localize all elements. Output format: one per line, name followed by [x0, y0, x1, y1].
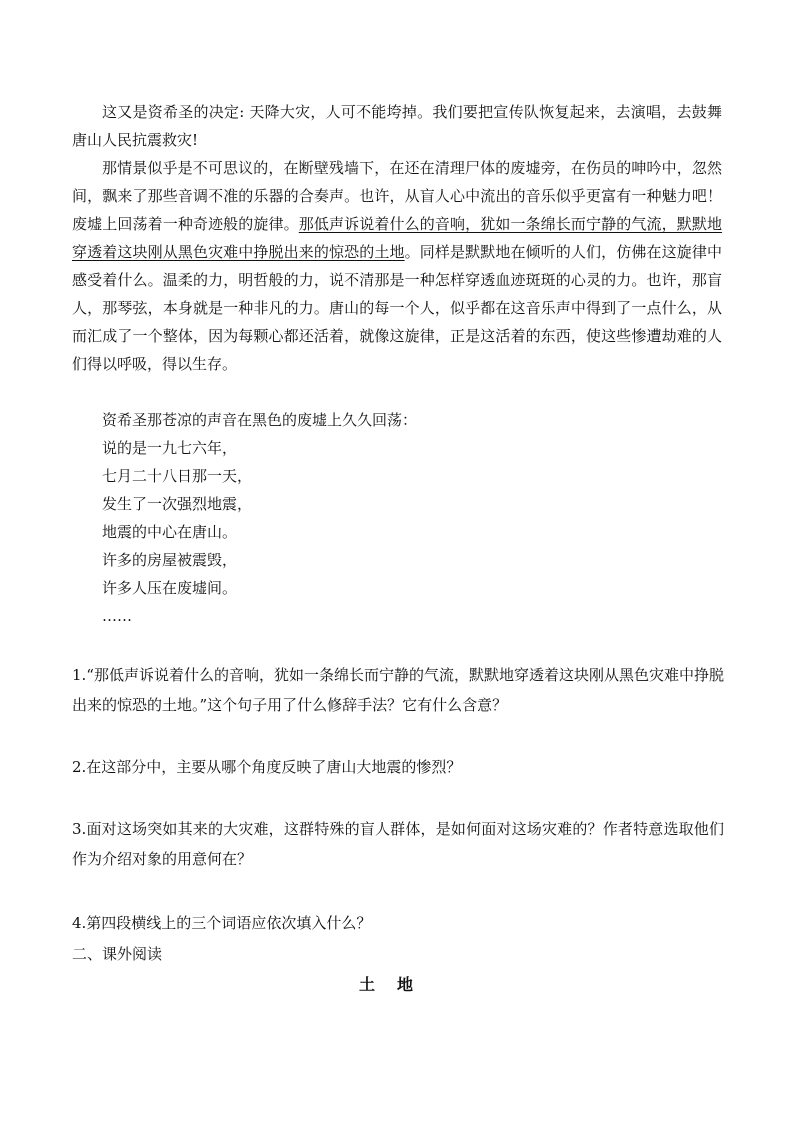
paragraph-2 — [72, 154, 722, 378]
question-4: 4.第四段横线上的三个词语应依次填入什么？ — [72, 914, 372, 932]
verse-ellipsis: …… — [102, 607, 132, 625]
verse-line: 许多人压在废墟间。 — [102, 579, 238, 597]
verse-line: 许多的房屋被震毁， — [102, 551, 238, 569]
verse-line: 说的是一九七六年， — [102, 439, 238, 457]
underlined-sentence: 那低声诉说着什么的音响，犹如一条绵长而宁静的气流，默默地穿透着这块刚从黑色灾难中挣脱出来的惊恐的土地 — [72, 215, 722, 261]
verse-line: 发生了一次强烈地震， — [102, 495, 253, 513]
paragraph-3: 资希圣那苍凉的声音在黑色的废墟上久久回荡： — [102, 411, 418, 429]
question-3: 3.面对这场突如其来的大灾难，这群特殊的盲人群体，是如何面对这场灾难的？作者特意选取他们作为介绍对象的用意何在？ — [72, 820, 724, 868]
question-1: 1.“那低声诉说着什么的音响，犹如一条绵长而宁静的气流，默默地穿透着这块刚从黑色灾难中挣脱出来的惊恐的土地。”这个句子用了什么修辞手法？它有什么含意？ — [72, 666, 724, 714]
paragraph-1: 这又是资希圣的决定: 天降大灾，人可不能垮掉。我们要把宣传队恢复起来，去演唱，去鼓舞唐山人民抗震救灾! — [72, 103, 722, 149]
paragraph-2-start: 那情景似乎是不可思议的，在断壁残墙下，在还在清理尸体的废墟旁，在伤员的呻吟中，忽然间，飘来了那些音调不准的乐器的合奏声。也许，从盲人心中流出的音乐似乎更富有一种魅力吧！废墟上回荡着一种奇迹般的旋律。 — [72, 159, 722, 233]
paragraph-2-end: 。同样是默默地在倾听的人们，仿佛在这旋律中感受着什么。温柔的力，明哲般的力，说不清那是一种怎样穿透血迹斑斑的心灵的力。也许，那盲人，那琴弦，本身就是一种非凡的力。唐山的每一个人，似乎都在这音乐声中得到了一点什么，从而汇成了一个整体，因为每颗心都还活着，就像这旋律，正是这活着的东西，使这些惨遭劫难的人们得以呼吸，得以生存。 — [72, 243, 722, 373]
question-2: 2.在这部分中，主要从哪个角度反映了唐山大地震的惨烈？ — [72, 758, 462, 776]
verse-line: 七月二十八日那一天， — [102, 467, 253, 485]
section-heading: 二、课外阅读 — [72, 945, 163, 963]
verse-line: 地震的中心在唐山。 — [102, 523, 238, 541]
article-title: 土地 — [358, 975, 435, 994]
